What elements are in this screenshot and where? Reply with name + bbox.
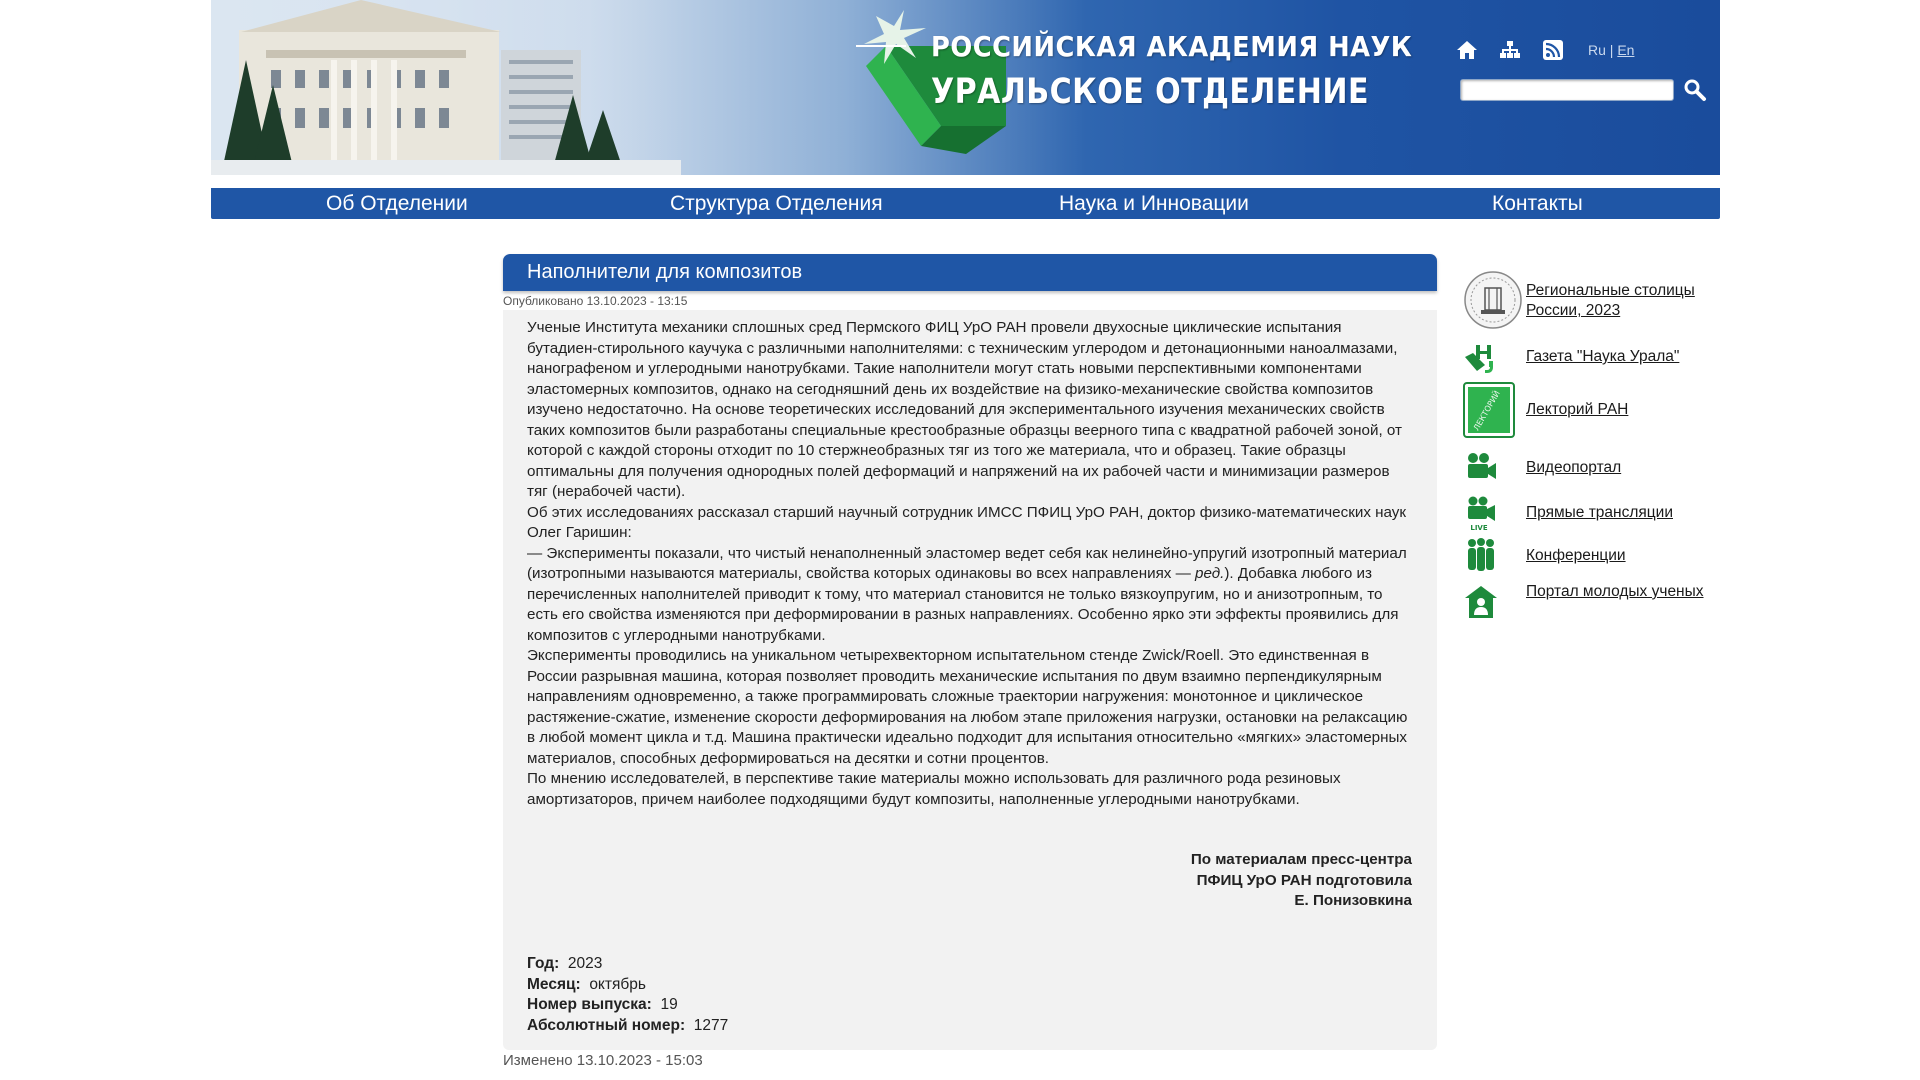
meta-month-value: октябрь: [589, 975, 646, 993]
signature-line: ПФИЦ УрО РАН подготовила: [1196, 871, 1412, 889]
site-header: [211, 0, 1720, 175]
modified-date: Изменено 13.10.2023 - 15:03: [503, 1052, 703, 1069]
article-body: [503, 310, 1437, 1050]
signature-author: Е. Понизовкина: [1294, 892, 1412, 909]
meta-year-label: Год:: [527, 955, 560, 972]
sidebar-link-label[interactable]: Прямые трансляции: [1526, 504, 1673, 521]
sidebar-item-young-scientists[interactable]: [1463, 582, 1723, 626]
sidebar-link-label[interactable]: Газета "Наука Урала": [1526, 348, 1680, 365]
sidebar-item-conferences[interactable]: [1463, 537, 1723, 573]
org-title-line2: УРАЛЬСКОЕ ОТДЕЛЕНИЕ: [931, 72, 1369, 112]
nav-item-about[interactable]: Об Отделении: [326, 192, 468, 215]
meta-issue-value: 19: [660, 996, 678, 1013]
article-title: Наполнители для композитов: [527, 261, 803, 283]
quote-text: ). Добавка любого из перечисленных наполнителей приводит к тому, что материал становится не только вязкоупругим, но и анизотропным, то есть его свойства изменяются при деформировании в разных направлениях. Особенно ярко эти эффекты проявились для композитов с углеродными нанотрубками.: [527, 565, 1399, 644]
newspaper-icon: [1463, 343, 1499, 375]
building-photo: [211, 0, 681, 175]
sidebar-item-live-streams[interactable]: [1463, 496, 1723, 532]
article-paragraph: Об этих исследованиях рассказал старший научный сотрудник ИМСС ПФИЦ УрО РАН, доктор физико-математических наук Олег Гаришин:: [527, 503, 1407, 541]
video-camera-icon: [1463, 452, 1499, 482]
lang-en-link[interactable]: En: [1617, 42, 1635, 58]
meta-abs-label: Абсолютный номер:: [527, 1016, 686, 1034]
sidebar-item-videoportal[interactable]: [1463, 452, 1723, 482]
issue-meta: [527, 954, 728, 1036]
meta-issue-label: Номер выпуска:: [527, 996, 652, 1013]
article-quote: [527, 544, 1412, 647]
meta-year-value: 2023: [567, 955, 603, 972]
meta-month-label: Месяц:: [527, 975, 581, 993]
sidebar-link-label[interactable]: Конференции: [1526, 547, 1626, 564]
article-paragraph: По мнению исследователей, в перспективе такие материалы можно использовать для различного рода резиновых амортизаторов, причем наиболее подходящими будут композиты, наполненные углеродными нанотрубками.: [527, 770, 1341, 808]
sidebar-item-lectorium[interactable]: [1463, 382, 1723, 438]
header-icon-bar: [1456, 37, 1564, 63]
article-signature: [1112, 850, 1412, 912]
rss-icon[interactable]: [1542, 39, 1564, 61]
nav-item-structure[interactable]: Структура Отделения: [670, 192, 883, 215]
sidebar-item-regional-capitals[interactable]: [1463, 270, 1723, 330]
sidebar-link-label[interactable]: Региональные столицы России, 2023: [1526, 282, 1695, 319]
live-camera-icon: [1463, 496, 1499, 532]
language-switcher: [1588, 42, 1634, 58]
meta-abs: [527, 1016, 728, 1037]
lang-ru-link[interactable]: Ru: [1588, 42, 1606, 58]
org-title-line1: РОССИЙСКАЯ АКАДЕМИЯ НАУК: [931, 30, 1413, 63]
lectorium-icon: [1463, 382, 1515, 438]
article-header: [503, 254, 1437, 291]
article-text: [527, 318, 1412, 810]
sitemap-icon[interactable]: [1499, 39, 1521, 61]
article-paragraph: Эксперименты проводились на уникальном четырехвекторном испытательном стенде Zwick/Roell. Это единственная в России разрывная машина, которая позволяет проводить механические испытания по двум взаимно перпендикулярным направлениям одновременно, а также программировать сложные траектории нагружения: монотонное и циклическое растяжение-сжатие, изменение скорости деформирования на любом этапе приложения нагрузки, остановки на релаксацию в любой момент цикла и т.д. Машина практически идеально подходит для испытания относительно «мягких» эластомерных материалов, способных деформироваться на десятки и сотни процентов.: [527, 647, 1408, 767]
live-badge-text: LIVE: [1470, 524, 1488, 532]
quote-editor-note: ред.: [1195, 565, 1225, 582]
search-input[interactable]: [1460, 79, 1674, 101]
nav-item-contacts[interactable]: Контакты: [1492, 192, 1583, 215]
published-date: Опубликовано 13.10.2023 - 13:15: [503, 294, 688, 308]
sidebar-item-nauka-urala[interactable]: [1463, 343, 1723, 375]
meta-issue: [527, 995, 728, 1016]
nav-item-science[interactable]: Наука и Инновации: [1059, 192, 1249, 215]
quote-text: — Эксперименты показали, что чистый ненаполненный эластомер ведет себя как нелинейно-упругий изотропный материал (изотропными называются материалы, свойства которых одинаковы во всех направлениях —: [527, 544, 1407, 582]
people-icon: [1463, 537, 1499, 573]
sidebar-link-label[interactable]: Лекторий РАН: [1526, 401, 1629, 418]
lang-separator: |: [1605, 42, 1618, 58]
meta-month: [527, 975, 728, 996]
article-paragraph: Ученые Института механики сплошных сред Пермского ФИЦ УрО РАН провели двухосные циклические испытания бутадиен-стирольного каучука с различными наполнителями: с техническим углеродом и детонационными наноалмазами, нанографеном и углеродными нанотрубками. Такие наполнители могут стать новыми перспективными компонентами эластомерных композитов, однако на сегодняшний день их воздействие на физико-механические свойства композитов изучено недостаточно. На основе теоретических исследований для экспериментального изучения механических свойств таких композитов были разработаны специальные крестообразные образцы веерного типа с квадратной рабочей зоной, от которой с каждой стороны отходит по 10 стержнеобразных тяг из того же материала, что и образец. Такие образцы оптимальны для получения однородных полей деформаций и напряжений на их рабочей части и минимизации размеров тяг (нерабочей части).: [527, 319, 1402, 500]
meta-abs-value: 1277: [693, 1016, 729, 1034]
main-nav: [211, 188, 1720, 219]
lectorium-badge-text: ЛЕКТОРИЙ: [1471, 389, 1502, 433]
emblem-icon: [1463, 270, 1523, 330]
young-scientists-icon: [1463, 584, 1499, 620]
home-icon[interactable]: [1456, 39, 1478, 61]
signature-line: По материалам пресс-центра: [1190, 851, 1412, 868]
sidebar-link-label[interactable]: Видеопортал: [1526, 459, 1622, 476]
search-icon[interactable]: [1683, 78, 1707, 102]
sidebar-link-label[interactable]: Портал молодых ученых: [1526, 583, 1704, 600]
meta-year: [527, 954, 728, 975]
